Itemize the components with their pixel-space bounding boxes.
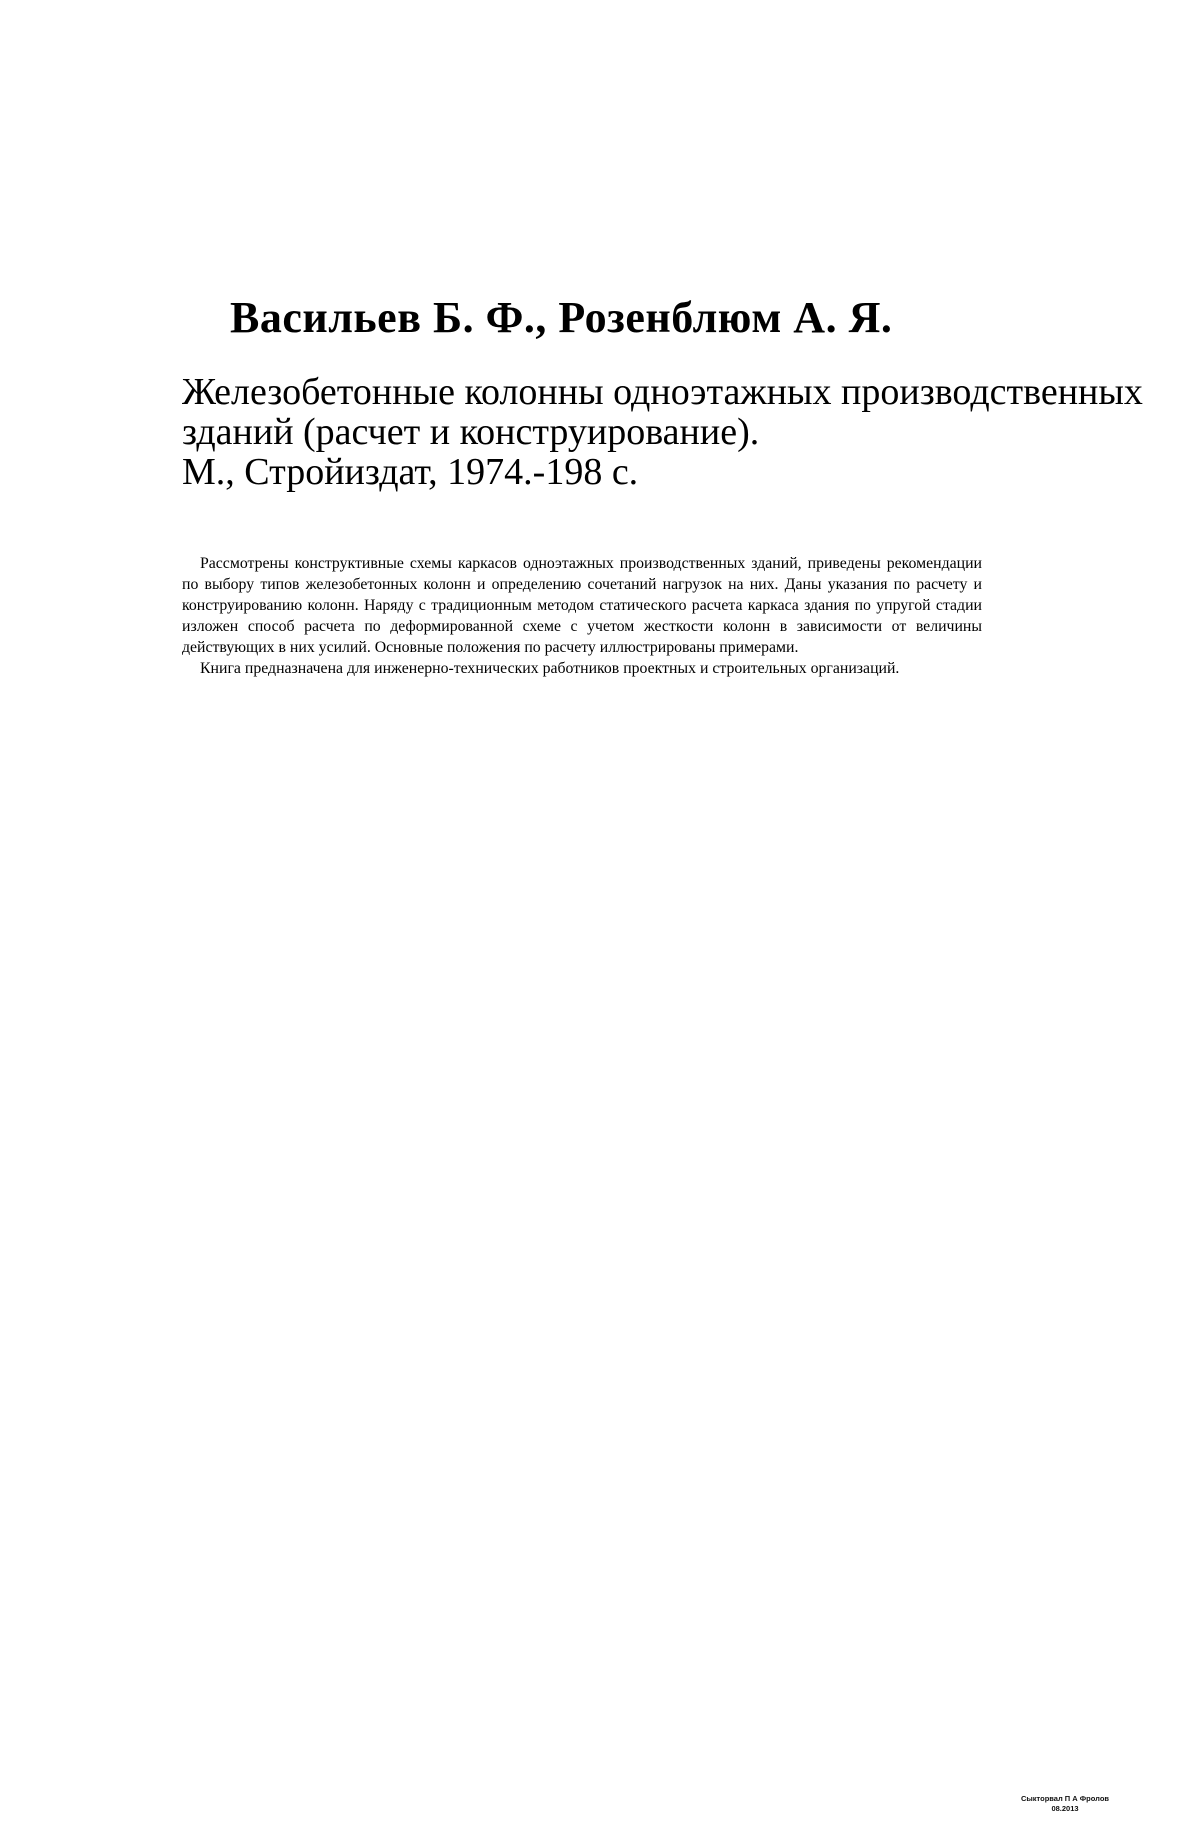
title-line-2: зданий (расчет и конструирование).: [182, 411, 760, 453]
book-title: [182, 371, 1143, 493]
scan-stamp: [1000, 1794, 1130, 1814]
abstract-paragraph-1: Рассмотрены конструктивные схемы каркасов одноэтажных производственных зданий, приведены рекомендации по выбору типов железобетонных колонн и определению сочетаний нагрузок на них. Даны указания по расчету и конструированию колонн. Наряду с традиционным методом статического расчета каркаса здания по упругой стадии изложен способ расчета по деформированной схеме с учетом жесткости колонн в зависимости от величины действующих в них усилий. Основные положения по расчету иллюстрированы примерами.: [182, 555, 982, 656]
stamp-date: 08.2013: [1051, 1804, 1079, 1813]
abstract-paragraph-2: Книга предназначена для инженерно-технических работников проектных и строительных организаций.: [200, 660, 900, 677]
abstract: [182, 553, 982, 679]
title-line-1: Железобетонные колонны одноэтажных производственных: [182, 371, 1143, 413]
stamp-name: Сыкторвал П А Фролов: [1020, 1794, 1110, 1803]
authors-heading: Васильев Б. Ф., Розенблюм А. Я.: [230, 293, 893, 342]
publication-info: М., Стройиздат, 1974.-198 с.: [182, 451, 639, 493]
